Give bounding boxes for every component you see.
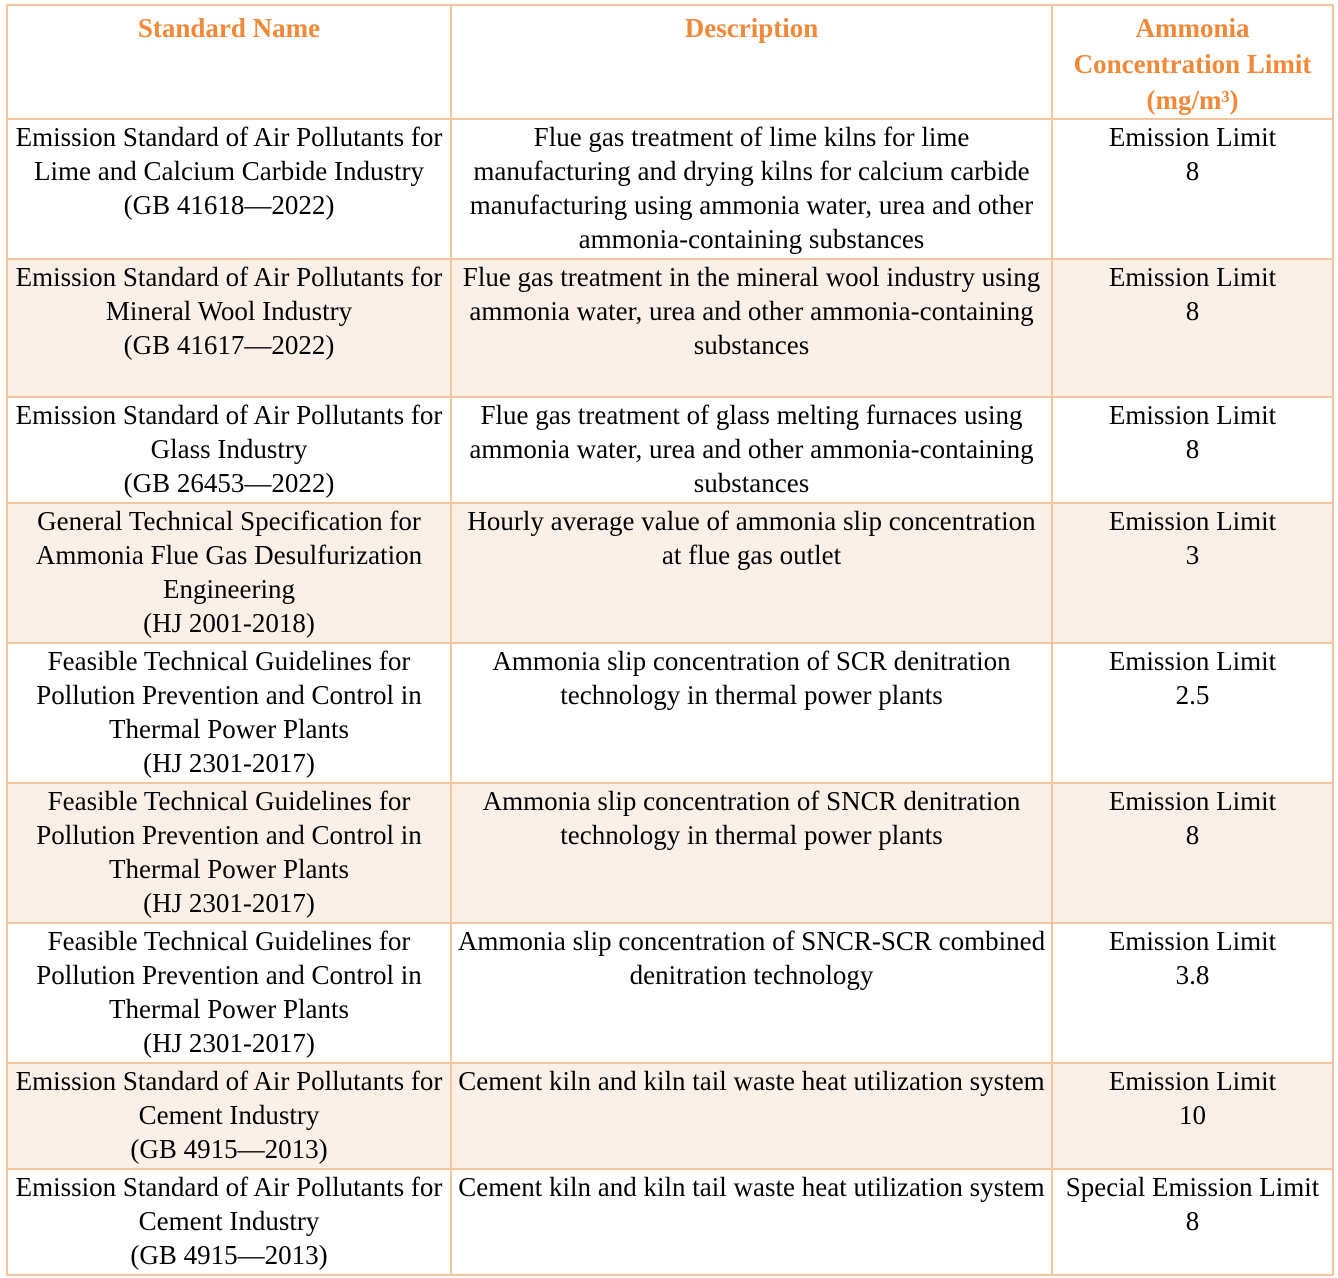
limit-cell <box>1052 783 1333 923</box>
limit-value: 8 <box>1185 1206 1200 1236</box>
table-row <box>7 1063 1333 1169</box>
limit-cell <box>1052 397 1333 503</box>
standard-code: (HJ 2301-2017) <box>143 888 315 918</box>
standard-name-cell <box>7 503 451 643</box>
table-row <box>7 259 1333 397</box>
standard-code: (GB 26453—2022) <box>123 468 335 498</box>
table-row <box>7 503 1333 643</box>
table-row <box>7 397 1333 503</box>
limit-cell <box>1052 119 1333 259</box>
limit-type: Emission Limit <box>1108 926 1277 956</box>
limit-cell <box>1052 923 1333 1063</box>
standards-table <box>6 4 1334 1276</box>
description-cell: Flue gas treatment of lime kilns for lime manufacturing and drying kilns for calcium carbide manufacturing using ammonia water, urea and other ammonia-containing substances <box>451 119 1052 259</box>
standard-name: Emission Standard of Air Pollutants for Lime and Calcium Carbide Industry <box>15 122 443 186</box>
limit-type: Emission Limit <box>1108 122 1277 152</box>
limit-value: 8 <box>1185 156 1200 186</box>
standard-code: (GB 41617—2022) <box>123 330 335 360</box>
standard-name: Emission Standard of Air Pollutants for Cement Industry <box>15 1066 443 1130</box>
table-row <box>7 643 1333 783</box>
limit-cell <box>1052 1063 1333 1169</box>
limit-cell <box>1052 1169 1333 1275</box>
limit-value: 8 <box>1185 820 1200 850</box>
table-row <box>7 1169 1333 1275</box>
standard-name-cell <box>7 259 451 397</box>
header-standard-name: Standard Name <box>7 5 451 119</box>
description-cell: Ammonia slip concentration of SCR denitration technology in thermal power plants <box>451 643 1052 783</box>
standard-code: (GB 41618—2022) <box>123 190 335 220</box>
standard-code: (GB 4915—2013) <box>130 1134 328 1164</box>
limit-type: Emission Limit <box>1108 646 1277 676</box>
standard-name-cell <box>7 783 451 923</box>
standard-code: (HJ 2301-2017) <box>143 748 315 778</box>
table-row <box>7 783 1333 923</box>
limit-cell <box>1052 643 1333 783</box>
header-row <box>7 5 1333 119</box>
standard-code: (HJ 2301-2017) <box>143 1028 315 1058</box>
description-cell: Cement kiln and kiln tail waste heat utilization system <box>451 1063 1052 1169</box>
standard-name-cell <box>7 643 451 783</box>
standard-name-cell <box>7 119 451 259</box>
standard-name: Feasible Technical Guidelines for Pollution Prevention and Control in Thermal Power Plants <box>36 646 422 744</box>
standard-name-cell <box>7 397 451 503</box>
table-row <box>7 119 1333 259</box>
standard-name: Emission Standard of Air Pollutants for Mineral Wool Industry <box>15 262 443 326</box>
description-cell: Cement kiln and kiln tail waste heat utilization system <box>451 1169 1052 1275</box>
description-cell: Flue gas treatment in the mineral wool industry using ammonia water, urea and other ammonia-containing substances <box>451 259 1052 397</box>
limit-value: 3 <box>1185 540 1200 570</box>
standard-name-cell <box>7 1169 451 1275</box>
standard-name: Feasible Technical Guidelines for Pollution Prevention and Control in Thermal Power Plants <box>36 926 422 1024</box>
standard-name: Emission Standard of Air Pollutants for Glass Industry <box>15 400 443 464</box>
standard-name: Feasible Technical Guidelines for Pollution Prevention and Control in Thermal Power Plants <box>36 786 422 884</box>
limit-value: 8 <box>1185 296 1200 326</box>
standard-name: Emission Standard of Air Pollutants for Cement Industry <box>15 1172 443 1236</box>
description-cell: Ammonia slip concentration of SNCR-SCR combined denitration technology <box>451 923 1052 1063</box>
limit-type: Emission Limit <box>1108 506 1277 536</box>
limit-type: Special Emission Limit <box>1065 1172 1320 1202</box>
description-cell: Flue gas treatment of glass melting furnaces using ammonia water, urea and other ammonia-containing substances <box>451 397 1052 503</box>
limit-cell <box>1052 259 1333 397</box>
limit-value: 8 <box>1185 434 1200 464</box>
limit-cell <box>1052 503 1333 643</box>
standard-code: (GB 4915—2013) <box>130 1240 328 1270</box>
limit-type: Emission Limit <box>1108 786 1277 816</box>
limit-value: 10 <box>1179 1100 1206 1130</box>
standard-name-cell <box>7 1063 451 1169</box>
standard-name: General Technical Specification for Ammonia Flue Gas Desulfurization Engineering <box>35 506 423 604</box>
standard-name-cell <box>7 923 451 1063</box>
header-description: Description <box>451 5 1052 119</box>
limit-type: Emission Limit <box>1108 400 1277 430</box>
header-ammonia-limit: Ammonia Concentration Limit (mg/m³) <box>1052 5 1333 119</box>
limit-type: Emission Limit <box>1108 262 1277 292</box>
description-cell: Ammonia slip concentration of SNCR denitration technology in thermal power plants <box>451 783 1052 923</box>
standard-code: (HJ 2001-2018) <box>143 608 315 638</box>
limit-value: 2.5 <box>1175 680 1210 710</box>
limit-type: Emission Limit <box>1108 1066 1277 1096</box>
limit-value: 3.8 <box>1175 960 1210 990</box>
table-body <box>7 119 1333 1275</box>
table-row <box>7 923 1333 1063</box>
description-cell: Hourly average value of ammonia slip concentration at flue gas outlet <box>451 503 1052 643</box>
